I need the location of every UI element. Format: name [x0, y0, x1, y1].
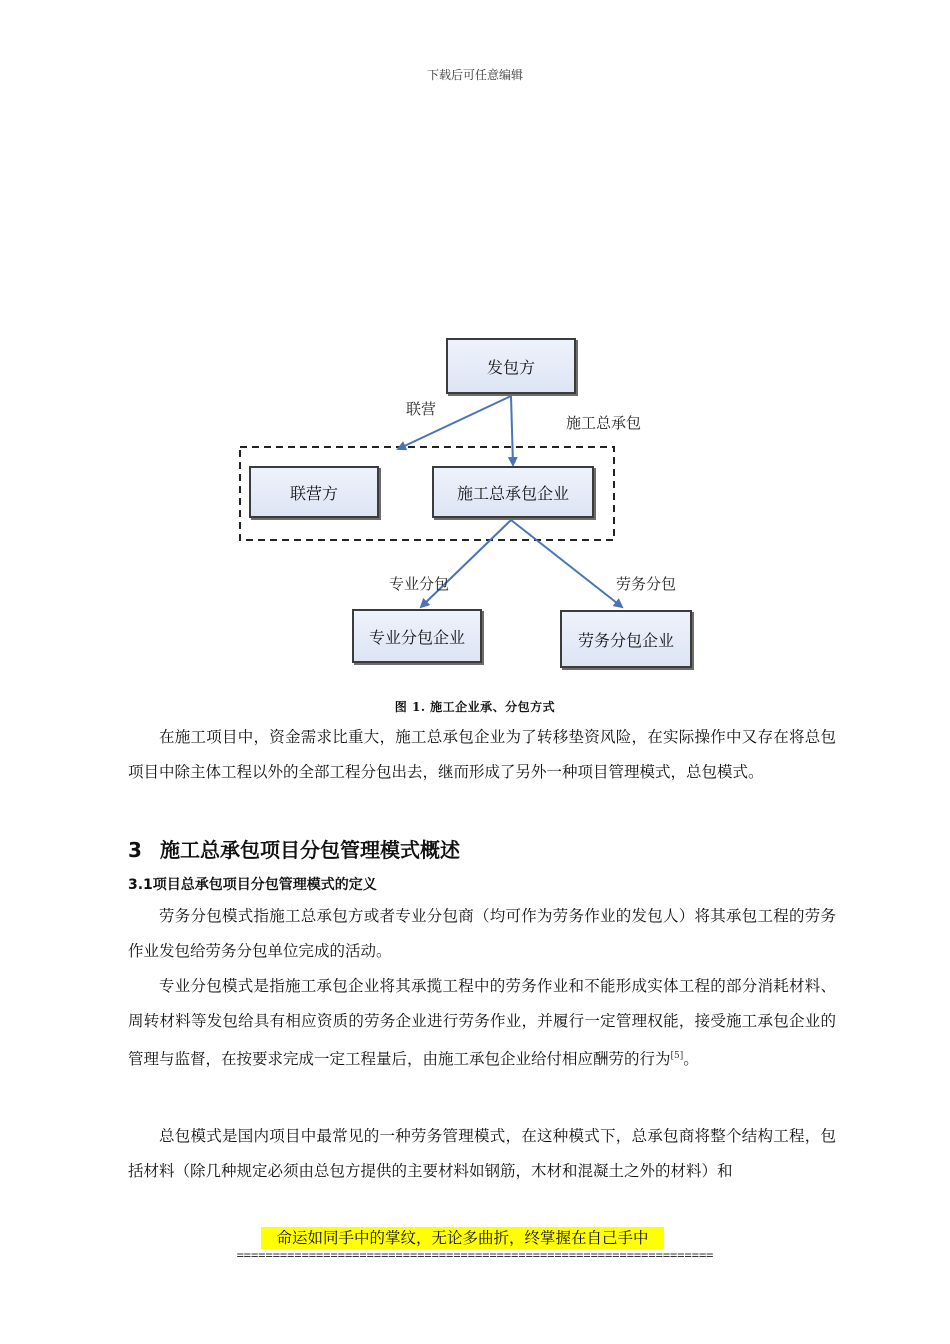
- section-title: 施工总承包项目分包管理模式概述: [160, 838, 460, 862]
- subsection-heading: 3.1项目总承包项目分包管理模式的定义: [128, 877, 377, 893]
- paragraph-intro: 在施工项目中，资金需求比重大，施工总承包企业为了转移垫资风险，在实际操作中又存在将总包项目中除主体工程以外的全部工程分包出去，继而形成了另外一种项目管理模式，总包模式。: [128, 728, 836, 781]
- node-specialty-sub-label: 专业分包企业: [368, 627, 465, 647]
- arrow-to-labor-sub: [511, 520, 622, 607]
- paragraph-labor-subcontract: 劳务分包模式指施工总承包方或者专业分包商（均可作为劳务作业的发包人）将其承包工程的劳务作业发包给劳务分包单位完成的活动。: [128, 907, 836, 960]
- node-labor-sub-label: 劳务分包企业: [577, 630, 674, 650]
- node-general-contractor: [432, 466, 594, 518]
- figure-caption: 图 1. 施工企业承、分包方式: [394, 700, 556, 714]
- node-client: [446, 338, 576, 394]
- page-header: 下载后可任意编辑: [426, 68, 523, 82]
- paragraph-specialty-subcontract: [128, 969, 836, 1077]
- node-specialty-sub: [352, 609, 482, 663]
- paragraph-general-contract-mode: 总包模式是国内项目中最常见的一种劳务管理模式，在这种模式下，总承包商将整个结构工程，包括材料（除几种规定必须由总包方提供的主要材料如钢筋，木材和混凝土之外的材料）和: [128, 1127, 836, 1180]
- section-number: 3: [128, 838, 142, 862]
- arrow-to-general-contractor: [511, 396, 513, 465]
- node-general-contractor-label: 施工总承包企业: [456, 483, 569, 503]
- section-heading: [128, 834, 460, 863]
- footer-divider: ==================================================================: [236, 1248, 714, 1262]
- edge-label-general-contract: 施工总承包: [566, 414, 642, 432]
- paragraph-specialty-text: 专业分包模式是指施工承包企业将其承揽工程中的劳务作业和不能形成实体工程的部分消耗材料、周转材料等发包给具有相应资质的劳务企业进行劳务作业，并履行一定管理权能，接受施工承包企业的管理与监督，在按要求完成一定工程量后，由施工承包企业给付相应酬劳的行为: [128, 977, 836, 1068]
- citation-ref: [5]: [670, 1051, 684, 1061]
- edge-label-labor: 劳务分包: [616, 575, 677, 593]
- node-client-label: 发包方: [486, 357, 535, 377]
- edge-label-specialty: 专业分包: [389, 575, 450, 593]
- footer-motto: 命运如同手中的掌纹，无论多曲折，终掌握在自己手中: [261, 1227, 664, 1249]
- node-labor-sub: [560, 610, 692, 668]
- edge-label-joint: 联营: [406, 400, 437, 418]
- node-jv-partner-label: 联营方: [289, 483, 338, 503]
- node-jv-partner: [249, 466, 379, 518]
- paragraph-specialty-tail: 。: [683, 1050, 699, 1068]
